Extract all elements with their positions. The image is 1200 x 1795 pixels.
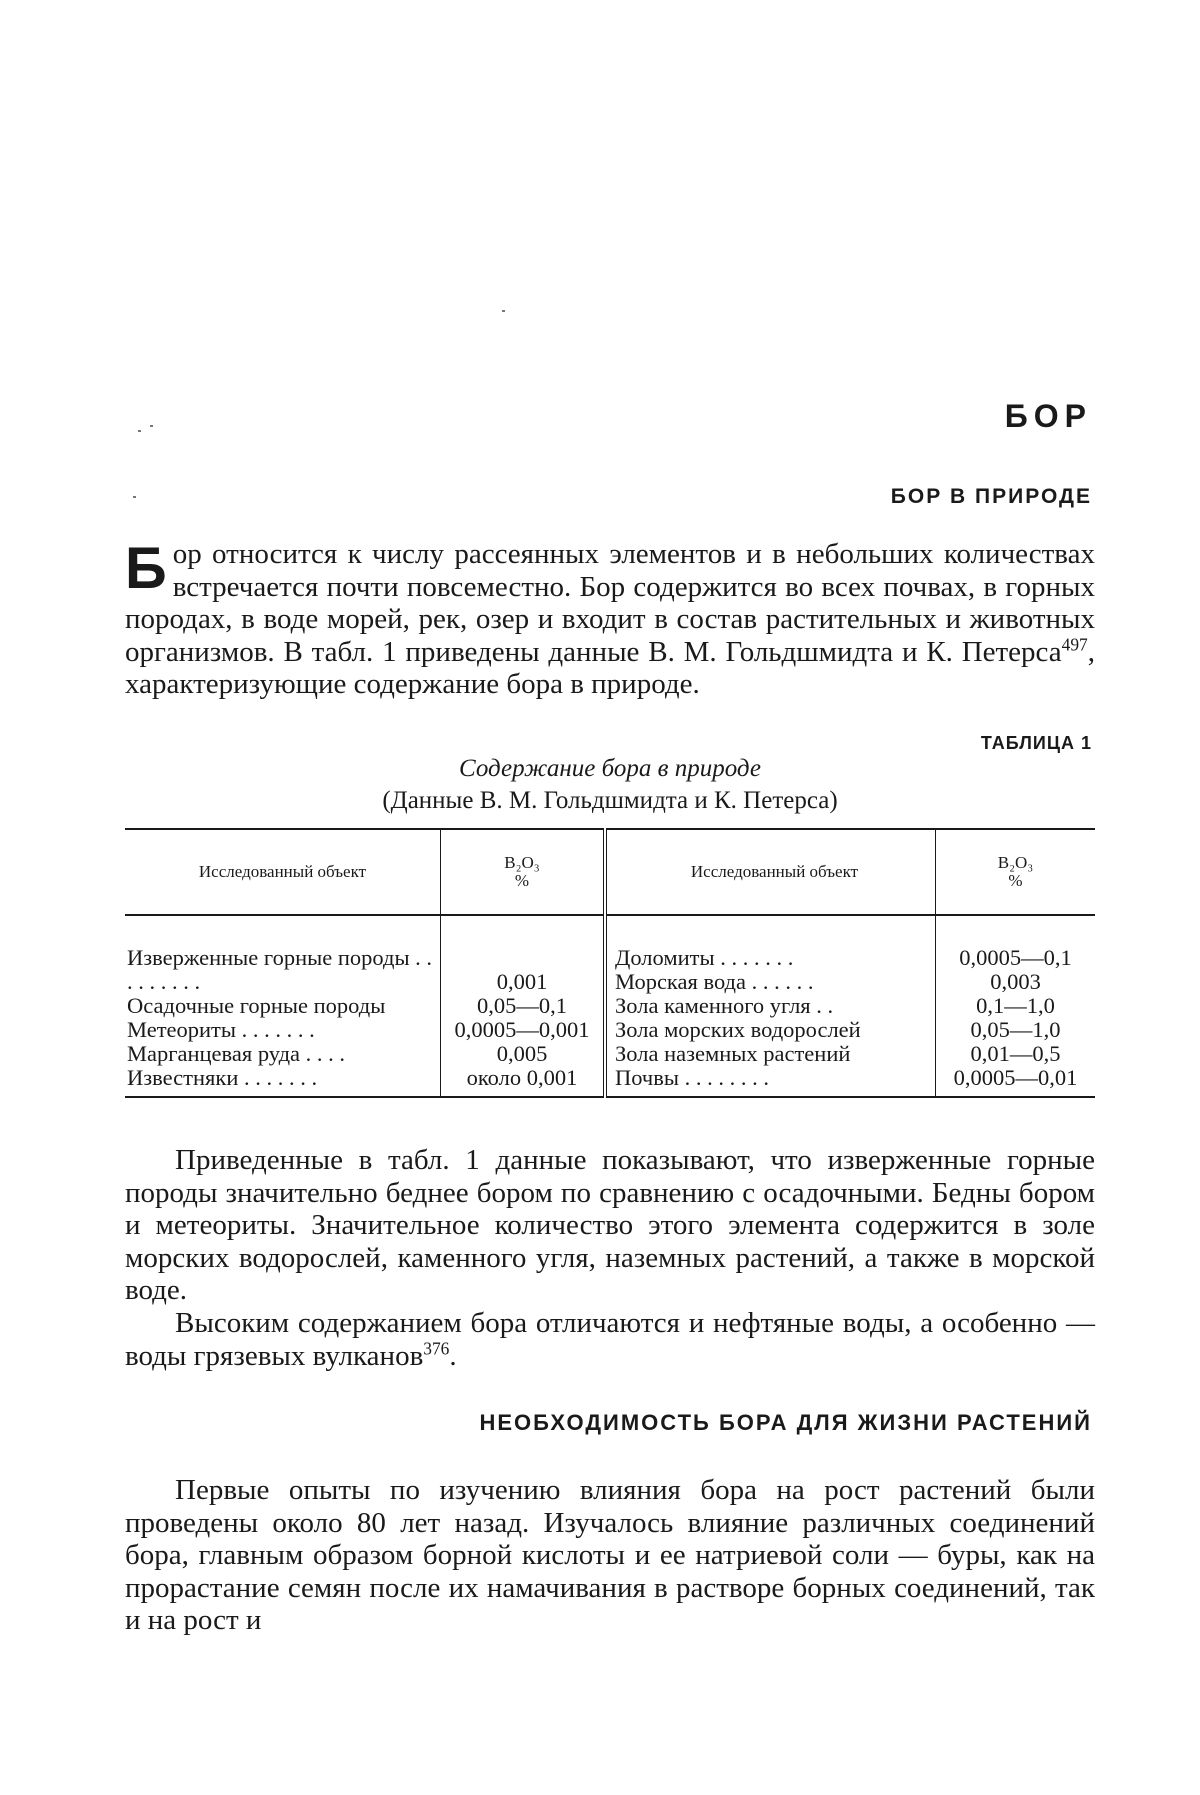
b2o3-label: B₂O₃	[998, 853, 1033, 872]
table-cell-value: 0,0005—0,001	[441, 1018, 606, 1042]
table-caption: Содержание бора в природе	[125, 754, 1095, 784]
table-cell-value: 0,1—1,0	[936, 994, 1096, 1018]
section-title: БОР В ПРИРОДЕ	[891, 485, 1092, 509]
analysis-text: Приведенные в табл. 1 данные показывают, что изверженные горные породы значительно беднее бором по сравнению с осадочными. Бедны бором и метеориты. Значительное количество этого элемента содержится в золе морских водорослей, каменного угля, наземных растений, а также в морской воде.	[125, 1144, 1095, 1306]
footnote-ref: 497	[1062, 634, 1088, 654]
table-cell-value: 0,01—0,5	[936, 1042, 1096, 1066]
table-cell-object: Зола морских водорослей	[605, 1018, 936, 1042]
scan-speck	[138, 430, 141, 432]
footnote-ref: 376	[423, 1338, 449, 1358]
table-label: ТАБЛИЦА 1	[981, 733, 1092, 754]
table-cell-value: 0,0005—0,1	[936, 915, 1096, 970]
table-row	[125, 915, 1095, 970]
intro-text: ор относится к числу рассеянных элементов и в небольших количествах встречается почти повсеместно. Бор содержится во всех почвах, в горных породах, в воде морей, рек, озер и входит в состав растительных и животных организмов. В табл. 1 приведены данные В. М. Гольдшмидта и К. Петерса	[125, 538, 1095, 668]
table-cell-object: Зола каменного угля . .	[605, 994, 936, 1018]
b2o3-label: B₂O₃	[504, 853, 539, 872]
table-cell-object: Метеориты . . . . . . .	[125, 1018, 441, 1042]
table-subcaption: (Данные В. М. Гольдшмидта и К. Петерса)	[125, 786, 1095, 816]
percent-label: %	[1008, 871, 1022, 890]
scan-speck	[133, 496, 136, 498]
column-header-b2o3	[441, 829, 606, 915]
section-paragraph	[125, 1474, 1095, 1637]
analysis-text-2-end: .	[449, 1340, 456, 1372]
table-cell-object: Изверженные горные породы . . . . . . . . .	[125, 915, 441, 994]
table-cell-value: 0,003	[936, 970, 1096, 994]
section-text: Первые опыты по изучению влияния бора на рост растений были проведены около 80 лет назад. Изучалось влияние различных соединений бора, главным образом борной кислоты и ее натриевой соли — буры, как на прорастание семян после их намачивания в растворе борных соединений, так и на рост и	[125, 1474, 1095, 1636]
scan-speck	[150, 425, 153, 427]
column-header-object: Исследованный объект	[605, 829, 936, 915]
intro-text-end: , характеризующие содержание бора в природе.	[125, 636, 1095, 701]
table-cell-object: Осадочные горные породы	[125, 994, 441, 1018]
table-cell-object: Марганцевая руда . . . .	[125, 1042, 441, 1066]
table-cell-object: Морская вода . . . . . .	[605, 970, 936, 994]
chapter-title: БОР	[1005, 398, 1092, 435]
table-row	[125, 994, 1095, 1018]
table-cell-object: Зола наземных растений	[605, 1042, 936, 1066]
table-cell-object: Почвы . . . . . . . .	[605, 1066, 936, 1097]
drop-cap: Б	[125, 542, 167, 596]
table-row	[125, 1066, 1095, 1097]
table-row	[125, 1018, 1095, 1042]
table-cell-value: 0,001	[441, 970, 606, 994]
scan-speck	[502, 310, 505, 312]
table-cell-object: Известняки . . . . . . .	[125, 1066, 441, 1097]
table-cell-value: 0,005	[441, 1042, 606, 1066]
table-cell-value	[441, 915, 606, 970]
column-header-object: Исследованный объект	[125, 829, 441, 915]
column-header-b2o3	[936, 829, 1096, 915]
table-cell-object: Доломиты . . . . . . .	[605, 915, 936, 970]
table-cell-value: около 0,001	[441, 1066, 606, 1097]
analysis-paragraph	[125, 1144, 1095, 1372]
intro-paragraph	[125, 538, 1095, 701]
table-row	[125, 1042, 1095, 1066]
table-cell-value: 0,05—1,0	[936, 1018, 1096, 1042]
boron-content-table	[125, 828, 1095, 1098]
percent-label: %	[515, 871, 529, 890]
table-cell-value: 0,0005—0,01	[936, 1066, 1096, 1097]
table-cell-value: 0,05—0,1	[441, 994, 606, 1018]
analysis-text-2: Высоким содержанием бора отличаются и нефтяные воды, а особенно — воды грязевых вулканов	[125, 1307, 1095, 1372]
section-heading: НЕОБХОДИМОСТЬ БОРА ДЛЯ ЖИЗНИ РАСТЕНИЙ	[479, 1410, 1092, 1436]
